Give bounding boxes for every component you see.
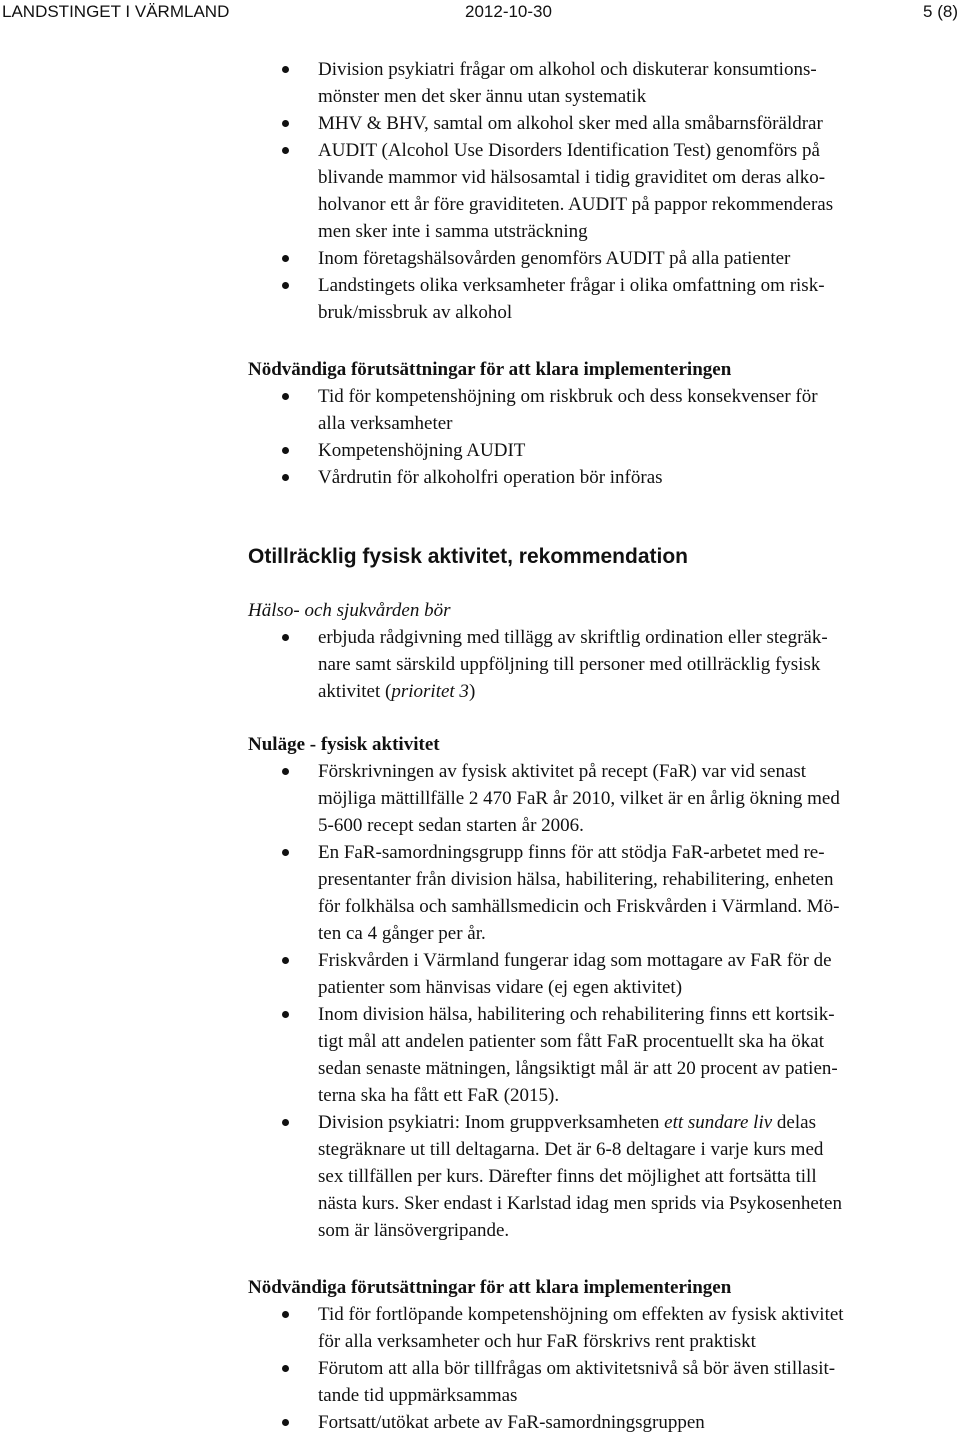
- section-title-physical-activity: Otillräcklig fysisk aktivitet, rekommendation: [248, 545, 688, 568]
- document-body: [248, 56, 960, 1436]
- list-item: Division psykiatri frågar om alkohol och diskuterar konsumtions- mönster men det sker ännu utan systematik: [248, 56, 960, 110]
- prereq-heading-alcohol: Nödvändiga förutsättningar för att klara implementeringen: [248, 359, 732, 380]
- list-item: Förskrivningen av fysisk aktivitet på recept (FaR) var vid senast möjliga mättillfälle 2 470 FaR år 2010, vilket är en årlig ökning med 5-600 recept sedan starten år 2006.: [248, 758, 960, 839]
- recommendation-intro: Hälso- och sjukvården bör: [248, 600, 451, 621]
- list-item: Förutom att alla bör tillfrågas om aktivitetsnivå så bör även stillasit- tande tid uppmärksammas: [248, 1355, 960, 1409]
- list-item: Inom företagshälsovården genomförs AUDIT på alla patienter: [248, 245, 960, 272]
- priority-label: prioritet 3: [391, 681, 469, 702]
- page-number: 5 (8): [923, 2, 958, 21]
- list-item: Vårdrutin för alkoholfri operation bör införas: [248, 464, 960, 491]
- list-item: En FaR-samordningsgrupp finns för att stödja FaR-arbetet med re- presentanter från division hälsa, habilitering, rehabilitering, enheten för folkhälsa och samhällsmedicin och Friskvården i Värmland. Mö- ten ca 4 gånger per år.: [248, 839, 960, 947]
- list-item: Landstingets olika verksamheter frågar i olika omfattning om risk- bruk/missbruk av alkohol: [248, 272, 960, 326]
- program-name: ett sundare liv: [664, 1112, 773, 1133]
- recommendation-list: [248, 624, 960, 705]
- alcohol-list: [248, 56, 960, 326]
- list-item: MHV & BHV, samtal om alkohol sker med alla småbarnsföräldrar: [248, 110, 960, 137]
- page-header: [0, 2, 960, 26]
- list-item: Tid för kompetenshöjning om riskbruk och dess konsekvenser för alla verksamheter: [248, 383, 960, 437]
- list-item: Tid för fortlöpande kompetenshöjning om effekten av fysisk aktivitet för alla verksamheter och hur FaR förskrivs rent praktiskt: [248, 1301, 960, 1355]
- status-list: [248, 758, 960, 1244]
- list-item: Division psykiatri: Inom gruppverksamheten ett sundare liv delas stegräknare ut till deltagarna. Det är 6-8 deltagare i varje kurs med sex tillfällen per kurs. Därefter finns det möjlighet att fortsätta till nästa kurs. Sker endast i Karlstad idag men sprids via Psykosenheten som är länsövergripande.: [248, 1109, 960, 1244]
- list-item: Fortsatt/utökat arbete av FaR-samordningsgruppen: [248, 1409, 960, 1436]
- list-item: Kompetenshöjning AUDIT: [248, 437, 960, 464]
- organization-name: LANDSTINGET I VÄRMLAND: [2, 2, 230, 21]
- list-item: AUDIT (Alcohol Use Disorders Identification Test) genomförs på blivande mammor vid hälsosamtal i tidig graviditet om deras alko- holvanor ett år före graviditeten. AUDIT på pappor rekommenderas men sker inte i samma utsträckning: [248, 137, 960, 245]
- document-date: 2012-10-30: [465, 2, 552, 21]
- list-item: Friskvården i Värmland fungerar idag som mottagare av FaR för de patienter som hänvisas vidare (ej egen aktivitet): [248, 947, 960, 1001]
- prereq-heading-physical: Nödvändiga förutsättningar för att klara implementeringen: [248, 1277, 732, 1298]
- prereq-list-physical: [248, 1301, 960, 1436]
- list-item: erbjuda rådgivning med tillägg av skriftlig ordination eller stegräk- nare samt särskild uppföljning till personer med otillräcklig fysisk aktivitet (prioritet 3): [248, 624, 960, 705]
- prereq-list-alcohol: [248, 383, 960, 491]
- status-heading: Nuläge - fysisk aktivitet: [248, 734, 440, 755]
- list-item: Inom division hälsa, habilitering och rehabilitering finns ett kortsik- tigt mål att andelen patienter som fått FaR procentuellt ska ha ökat sedan senaste mätningen, långsiktigt mål är att 20 procent av patien- terna ska ha fått ett FaR (2015).: [248, 1001, 960, 1109]
